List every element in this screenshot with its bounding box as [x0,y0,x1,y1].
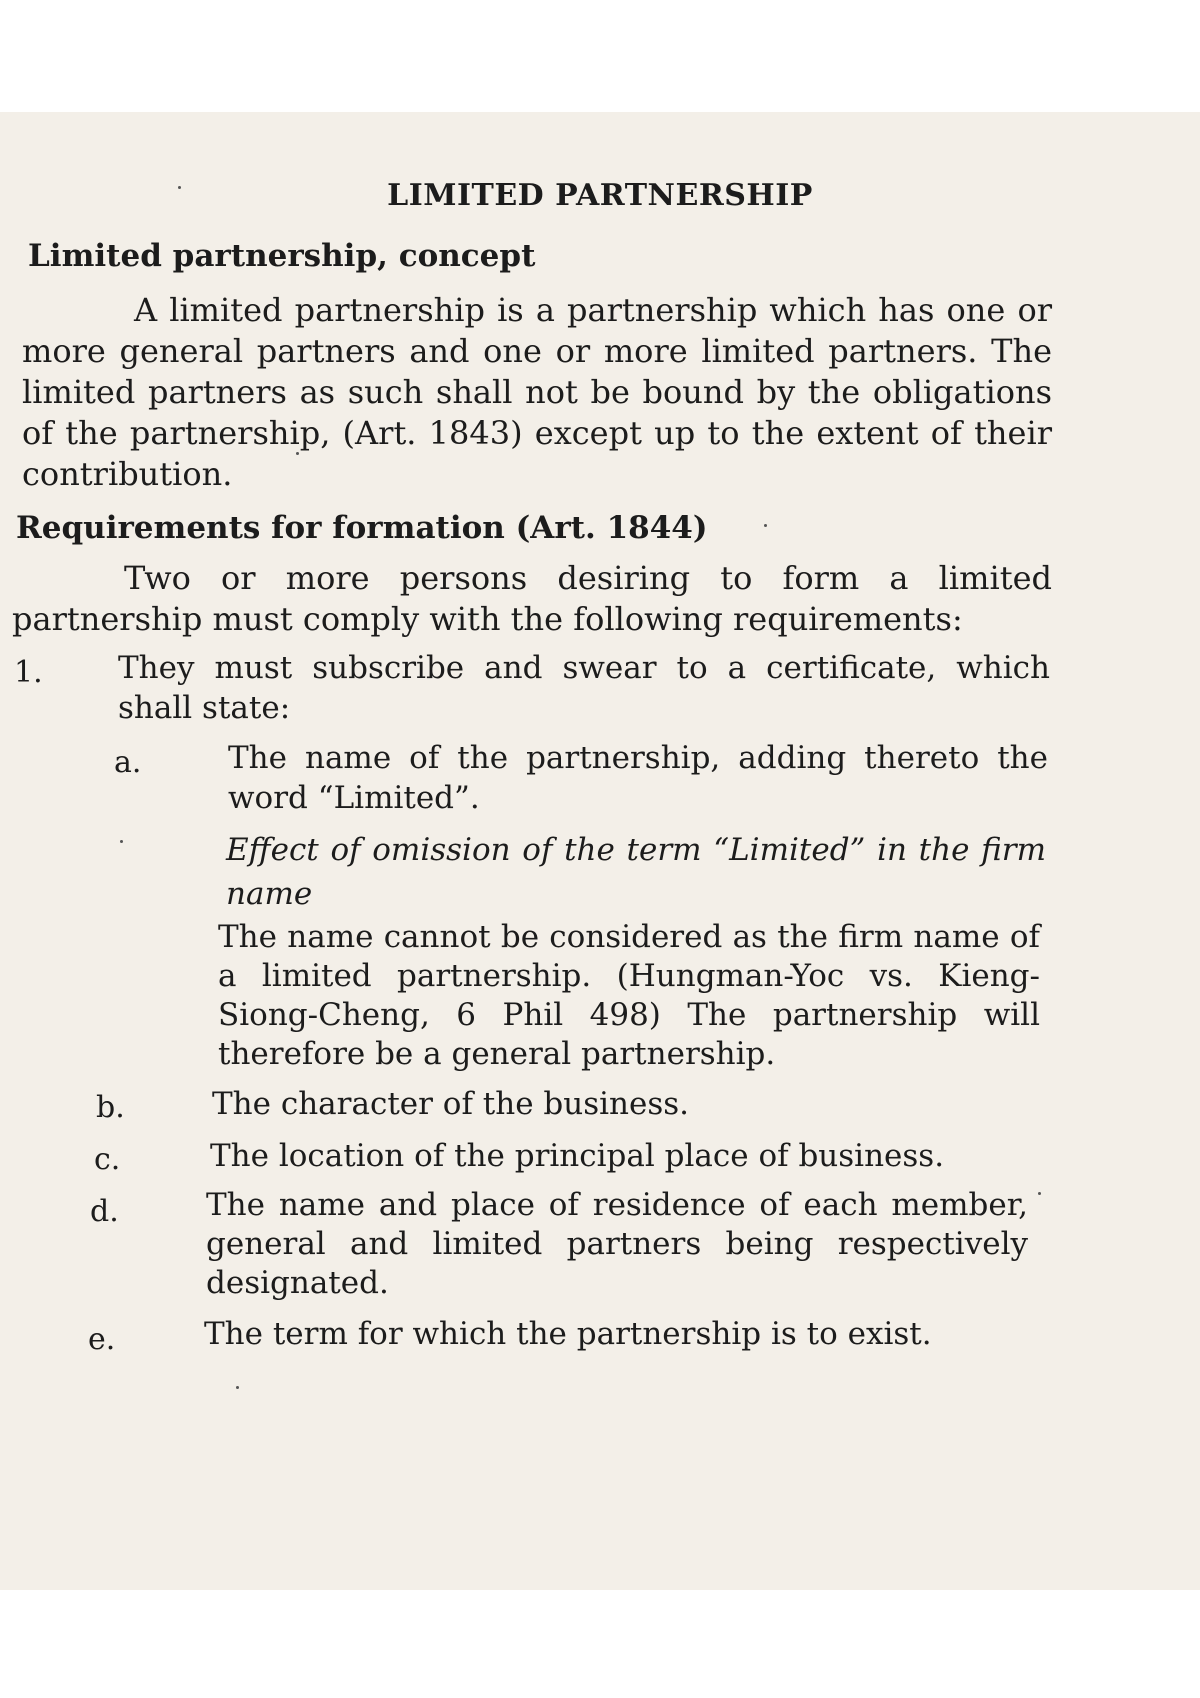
requirements-intro-text: Two or more persons desiring to form a limited partnership must comply with the following requirements: [12,559,1052,638]
requirements-intro-paragraph [12,558,1052,640]
subitem-b-text: The character of the business. [212,1086,690,1122]
subitem-e-text: The term for which the partnership is to exist. [204,1316,932,1352]
subitem-a-letter: a. [114,745,142,780]
subitem-a-note-title: Effect of omission of the term “Limited” in the firm name [226,832,1046,912]
scan-speck [1038,1192,1041,1195]
subitem-a-note-body-text: The name cannot be considered as the firm name of a limited partnership. (Hungman-Yoc vs. Kieng-Siong-Cheng, 6 Phil 498) The partnership will therefore be a general partnership. [218,919,1040,1072]
concept-paragraph-text: A limited partnership is a partnership which has one or more general partners and one or more limited partners. The limited partners as such shall not be bound by the obligations of the partnership, (Art. 1843) except up to the extent of their contribution. [22,291,1052,493]
page-title: LIMITED PARTNERSHIP [387,178,813,213]
subitem-d-text: The name and place of residence of each member, general and limited partners being respectively designated. [206,1187,1028,1301]
subitem-c-text: The location of the principal place of business. [210,1138,945,1174]
list-item-1-text: They must subscribe and swear to a certificate, which shall state: [118,650,1050,726]
scan-speck [296,452,299,455]
subitem-c-letter: c. [94,1142,121,1177]
subitem-d-letter: d. [90,1194,119,1229]
scan-speck [120,840,123,843]
section-heading-concept: Limited partnership, concept [28,238,536,274]
list-number-1: 1. [14,655,43,690]
scan-speck [178,186,181,189]
subitem-a-note-body [218,918,1040,1074]
scan-speck [764,524,767,527]
concept-paragraph [22,290,1052,495]
subitem-a-text: The name of the partnership, adding thereto the word “Limited”. [228,740,1048,816]
section-heading-requirements: Requirements for formation (Art. 1844) [16,510,708,546]
scan-speck [236,1386,239,1389]
subitem-b-letter: b. [96,1090,125,1125]
subitem-e-letter: e. [88,1322,116,1357]
